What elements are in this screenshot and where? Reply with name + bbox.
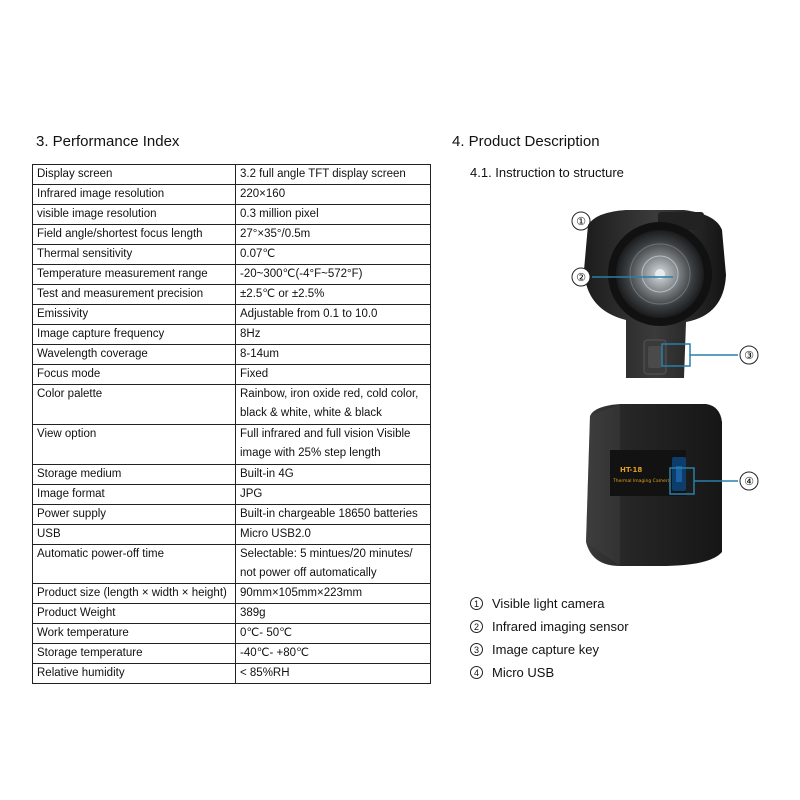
spec-row: [33, 325, 431, 345]
spec-value: 8-14um: [236, 345, 431, 365]
spec-row: [33, 285, 431, 305]
callout-3: [660, 342, 764, 368]
spec-label: Relative humidity: [33, 664, 236, 684]
spec-value: JPG: [236, 484, 431, 504]
spec-value: 0℃- 50℃: [236, 624, 431, 644]
legend-number: 2: [470, 620, 483, 633]
legend-number: 3: [470, 643, 483, 656]
spec-row: [33, 225, 431, 245]
spec-label: Product Weight: [33, 604, 236, 624]
spec-value: Fixed: [236, 365, 431, 385]
spec-row: [33, 365, 431, 385]
spec-label: Automatic power-off time: [33, 544, 236, 584]
spec-value: Rainbow, iron oxide red, cold color, black & white, white & black: [236, 385, 431, 425]
legend-number: 4: [470, 666, 483, 679]
spec-value: 389g: [236, 604, 431, 624]
spec-label: Image capture frequency: [33, 325, 236, 345]
legend-number: 1: [470, 597, 483, 610]
legend-item: [470, 638, 629, 661]
spec-row: [33, 624, 431, 644]
legend-item: [470, 592, 629, 615]
device-model-label: HT-18: [620, 466, 643, 474]
spec-value: Built-in 4G: [236, 464, 431, 484]
spec-label: Field angle/shortest focus length: [33, 225, 236, 245]
spec-value: Built-in chargeable 18650 batteries: [236, 504, 431, 524]
spec-value: ±2.5℃ or ±2.5%: [236, 285, 431, 305]
legend-text: Infrared imaging sensor: [492, 619, 629, 634]
spec-row: [33, 524, 431, 544]
spec-label: Storage temperature: [33, 644, 236, 664]
description-title: 4. Product Description: [452, 133, 600, 150]
spec-row: [33, 584, 431, 604]
spec-row: [33, 185, 431, 205]
spec-row: [33, 165, 431, 185]
performance-table: [32, 164, 431, 684]
legend-item: [470, 661, 629, 684]
spec-value: 8Hz: [236, 325, 431, 345]
spec-value: 0.07℃: [236, 245, 431, 265]
spec-label: Test and measurement precision: [33, 285, 236, 305]
spec-label: Work temperature: [33, 624, 236, 644]
legend-text: Visible light camera: [492, 596, 605, 611]
spec-row: [33, 544, 431, 584]
spec-label: Product size (length × width × height): [33, 584, 236, 604]
device-sub-label: Thermal Imaging Camera: [613, 479, 671, 484]
spec-label: Infrared image resolution: [33, 185, 236, 205]
spec-label: View option: [33, 424, 236, 464]
spec-label: Thermal sensitivity: [33, 245, 236, 265]
callout-4-label: ④: [744, 475, 754, 488]
spec-row: [33, 305, 431, 325]
spec-row: [33, 205, 431, 225]
spec-value: 3.2 full angle TFT display screen: [236, 165, 431, 185]
spec-value: 220×160: [236, 185, 431, 205]
callout-4: [668, 466, 766, 496]
legend-text: Micro USB: [492, 665, 555, 680]
spec-row: [33, 664, 431, 684]
spec-row: [33, 484, 431, 504]
spec-value: Full infrared and full vision Visible image with 25% step length: [236, 424, 431, 464]
callout-2: [568, 264, 678, 290]
callout-3-label: ③: [744, 349, 754, 362]
structure-subtitle: 4.1. Instruction to structure: [470, 165, 624, 180]
spec-label: Color palette: [33, 385, 236, 425]
spec-row: [33, 424, 431, 464]
spec-row: [33, 265, 431, 285]
spec-label: Power supply: [33, 504, 236, 524]
legend-text: Image capture key: [492, 642, 599, 657]
spec-label: visible image resolution: [33, 205, 236, 225]
spec-value: 27°×35°/0.5m: [236, 225, 431, 245]
spec-value: 90mm×105mm×223mm: [236, 584, 431, 604]
spec-value: Adjustable from 0.1 to 10.0: [236, 305, 431, 325]
spec-label: Wavelength coverage: [33, 345, 236, 365]
spec-label: Image format: [33, 484, 236, 504]
spec-row: [33, 604, 431, 624]
spec-label: Focus mode: [33, 365, 236, 385]
performance-title: 3. Performance Index: [36, 133, 180, 150]
spec-row: [33, 245, 431, 265]
legend-item: [470, 615, 629, 638]
callout-2-label: ②: [576, 271, 586, 284]
spec-value: Micro USB2.0: [236, 524, 431, 544]
spec-row: [33, 385, 431, 425]
spec-row: [33, 345, 431, 365]
callout-1-label: ①: [576, 215, 586, 228]
spec-value: 0.3 million pixel: [236, 205, 431, 225]
spec-value: -40℃- +80℃: [236, 644, 431, 664]
spec-label: Temperature measurement range: [33, 265, 236, 285]
spec-value: < 85%RH: [236, 664, 431, 684]
spec-value: -20~300℃(-4°F~572°F): [236, 265, 431, 285]
spec-row: [33, 644, 431, 664]
spec-row: [33, 464, 431, 484]
spec-label: Display screen: [33, 165, 236, 185]
spec-label: Emissivity: [33, 305, 236, 325]
spec-label: USB: [33, 524, 236, 544]
structure-legend: [470, 592, 629, 684]
spec-label: Storage medium: [33, 464, 236, 484]
spec-value: Selectable: 5 mintues/20 minutes/ not power off automatically: [236, 544, 431, 584]
spec-row: [33, 504, 431, 524]
